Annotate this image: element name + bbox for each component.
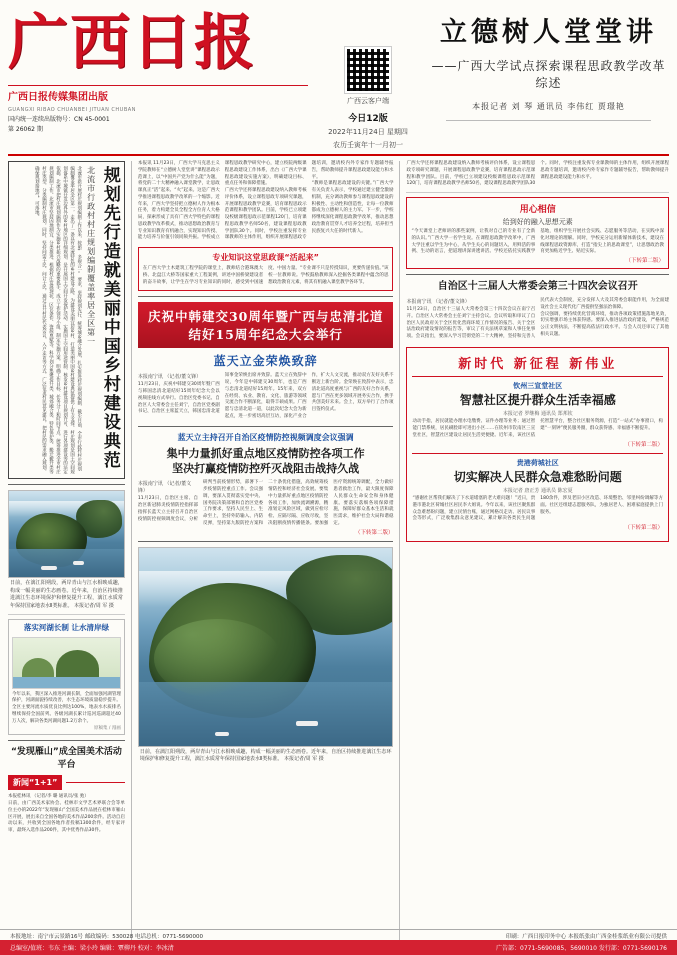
epidemic-body: 11月23日，自治区主席、自治区新冠肺炎疫情防控指挥部指挥长蓝天立主持召开自治区疫情防控视频调度会议，分析研判当前疫情形势，部署下一步疫情防控重点工作。会议强调，要深入贯彻落实党中央、国务院决策部署和自治区党委工作要求，坚持人民至上、生命至上，坚持外防输入、内防反弹，坚持第九版防控方案和二十条优化措施，高效统筹疫情防控和经济社会发展。要集中力量抓好重点地区疫情防控各项工作，加快流调溯源，精准划定风险区域，做到应检尽检、应隔尽隔、应收尽收，坚决阻断疫情传播链条。要加强医疗资源统筹调配，全力做好患者救治工作，最大限度保障人民群众生命安全和身体健康。要落实落细各项保障措施，保障好群众基本生活和就医需求，维护社会大局和谐稳定。 [137, 480, 394, 526]
sidebar-illustration [12, 637, 121, 689]
new-era-item-1-continued: （下转第二版） [624, 441, 663, 448]
sidebar-body: 今年以来，我区深入推进河湖长制，全面加强河湖管理保护，河湖面貌持续改善，水生态环境质量稳步提升。全区主要河流水质优良比例达100%，地表水水质排名继续保持全国前列。各级河湖长累计巡河巡湖超过40万人次，解决各类河湖问题1.2万余个。 [12, 691, 121, 724]
new-era-item-1 [412, 381, 663, 448]
npc-body-columns [406, 298, 669, 341]
vertical-article-body: 北流市新开展村庄规划编制工作以来，按照“多规合一”要求，坚持规划先行，统筹城乡融合发展，扎实推进村庄规划编制，截至目前，全市行政村村庄规划编制覆盖率居全区第一，走出了一条具有北流特色的乡村建设之路。为建设美丽宜居乡村、打造美丽中国乡村建设典范提供了有力支撑。村庄规划是国土空间规划体系中城镇开发边界外的乡村地区的详细规划，是开展国土空间开发保护活动、实施国土空间用途管制、核发乡村建设项目规划许可、进行各项建设等的法定依据。北流市把村庄规划编制作为实施乡村振兴战略的重要抓手，成立工作领导小组，制定实施方案，明确工作目标、任务分工和时间节点，统筹推进全市村庄规划编制工作。北流市坚持因地制宜、分类推进，根据村庄发展现状、区位条件、资源禀赋等，科学划分集聚提升类、城郊融合类、特色保护类、搬迁撤并类等村庄类型，分类编制村庄规划。同时，坚持问需于民、问计于民，通过召开村民代表会议、入户走访等方式，广泛征求村民意见建议，把村民的需求融入规划，确保规划接地气、可落地。 [34, 166, 82, 474]
left-article-2-body: 日前，由广西美术家协会、桂林市文学艺术界联合会等单位主办的2022年“发现雁山”全国美术作品展在桂林市雁山区开展，展出来自全国各地的美术作品200余件。活动自启动以来，共收到全国各地作者投稿1300余件，经专家评审，最终入选作品200件，其中优秀作品30件。 [8, 801, 125, 834]
highlight-box [138, 247, 394, 291]
column-middle [131, 161, 394, 951]
new-era-item-2 [412, 458, 663, 532]
footer-print: 印刷：广西日报印务中心 本报纸张由广西金桂浆纸业有限公司提供 [505, 934, 667, 940]
issue-number: 第 26062 期 [8, 125, 43, 133]
highlight-box-body: 在广西大学土木建筑工程学院的课堂上，教师结合港珠澳大桥、北盘江大桥等国家重大工程案例，讲述中国桥梁建设者的奋斗故事，让学生在学习专业知识的同时，感受到中国速度、中国力量。“专业课不只是传授知识，更要传递价值。”该校一位教师说。学校鼓励教师深入挖掘各类课程中蕴含的思想政治教育元素，将其有机融入课堂教学各环节。 [142, 266, 389, 285]
column-left [8, 161, 125, 951]
new-era-item-2-kicker: 贵港荷城社区 [516, 458, 559, 467]
lead-subheadline: ——广西大学试点探索课程思政教学改革综述 [431, 59, 666, 90]
heart-sidebar [406, 197, 669, 269]
lead-byline: 本报记者 刘 琴 通讯员 李伟红 贾璟艳 [472, 102, 625, 111]
lead-article-body-3: “教师是课程思政建设的关键。”广西大学有关负责人表示，学校通过建立健全激励机制，充分调动教师参与课程思政建设的积极性、主动性和创造性，让每一位教师都成为立德树人的主力军。下一步，学校将继续深化课程思政教学改革，推动思想政治教育贯穿人才培养全过程，培养担当民族复兴大任的时代新人。 [311, 181, 394, 234]
epidemic-headline-2: 坚决打赢疫情防控歼灭战阻击战持久战 [172, 461, 360, 475]
lead-article-columns [138, 161, 394, 242]
sidebar-signature: 原稿集 / 漫画 [94, 726, 121, 732]
heart-sidebar-subtitle: 给到好的融入思想元素 [502, 218, 573, 226]
lead-continuation-body: 广西大学还将课程思政建设纳入教师考核评价体系，设立课程思政专项研究课题，开展课程思政教学竞赛，培育课程思政示范课程和教学团队。目前，学校已立项建设校级课程思政示范课程120门，培育课程思政教学名师50名，建设课程思政教学团队30个。同时，学校注重发挥专业课教师的主体作用，组织开展课程思政专题培训，邀请校内外专家作专题辅导报告，帮助教师提升课程思政建设能力和水平。 [406, 161, 669, 187]
photo-lijiang-autumn [8, 490, 125, 578]
vertical-headline: 规划先行造就美丽中国乡村建设典范 [99, 166, 120, 470]
new-era-item-2-body: “感谢社区帮我们解决了下水道堵塞的老大难问题！”近日，贵港市港北区荷城社区居民李大姐说。今年以来，该社区聚焦群众急难愁盼问题，建立民情台账，通过网格员走访、居民议事会等形式，广泛收集群众意见建议，累计解决各类民生问题180余件，涉及老旧小区改造、环境整治、邻里纠纷调解等方面。社区还组建志愿服务队，为独居老人、困难家庭提供上门服务。 [412, 496, 663, 522]
highlight-box-title: 专业知识这堂思政课“活起来” [212, 253, 319, 262]
masthead-brand [8, 6, 308, 150]
masthead [8, 6, 669, 156]
new-era-title: 新时代 新征程 新伟业 [412, 353, 663, 377]
new-era-item-2-continued: （下转第二版） [624, 525, 663, 532]
footer-contact: 广告部：0771-5690085、5690010 发行部：0771-5690176 [496, 945, 667, 952]
heart-sidebar-title: 用心相信 [519, 205, 556, 215]
left-sidebar-illustration-block [8, 619, 125, 735]
issn-line: 国内统一连续出版物号：CN 45-0001 [8, 115, 110, 123]
qr-label: 广西云客户端 [347, 96, 389, 105]
epidemic-byline: 本报南宁讯 （记者/董文锋） [137, 481, 192, 495]
column-right [399, 161, 669, 951]
masthead-publisher-block [8, 85, 308, 135]
left-article-2 [8, 746, 125, 835]
heart-sidebar-body: “今天课堂上老师讲的那些案例，让我对自己的专业有了全新的认识。”广西大学一名学生说。在课程思政教学改革中，广西大学注重以学生为中心，从学生关心的问题切入，用鲜活的事例、生动的语言，把道理讲深讲透讲活。学校还依托实践教学基地，组织学生开展社会实践、志愿服务等活动，在实践中深化对理论的理解。同时，学校充分运用新媒体新技术，建设在线课程思政资源库，打造“指尖上的思政课堂”，让思想政治教育更加贴近学生、贴近实际。 [411, 229, 664, 255]
china-korea-banner-headline: 庆祝中韩建交30周年暨广西与忠清北道结好15周年纪念大会举行 [138, 302, 394, 348]
china-korea-subheadline: 蓝天立金荣焕致辞 [213, 354, 318, 369]
newspaper-title: 广西日报 [8, 8, 256, 78]
epidemic-kicker: 蓝天立主持召开自治区疫情防控视频调度会议强调 [177, 432, 354, 442]
news-1plus1-tag: 新闻“1+1” [8, 775, 62, 790]
npc-byline: 本报南宁讯 （记者/董文锋） [406, 299, 470, 305]
publisher-name: 广西日报传媒集团出版 [8, 92, 108, 103]
masthead-qr-block [308, 6, 428, 150]
sidebar-title: 落实河湖长制 让水清岸绿 [23, 623, 109, 632]
lead-headline: 立德树人堂堂讲 [440, 17, 657, 48]
photo-river-caption: 日前，在漓江阳朔段，两岸青山与江水相映成趣，构成一幅美丽的生态画卷。近年来，自治区持续推进漓江生态环境保护和修复提升工程，漓江水质常年保持国家地表水Ⅱ类标准。 本报记者/周 军 摄 [139, 748, 392, 763]
new-era-item-1-byline: 本报记者 罗继梅 通讯员 郑邦钦 [502, 411, 573, 418]
epidemic-body-columns [138, 480, 394, 527]
masthead-lead-headline-block [428, 6, 669, 150]
footer-editors: 总编室/值班：韦东 主编：梁小玲 编辑：覃柳丹 校对：李冰清 [10, 945, 174, 952]
epidemic-headline-1: 集中力量抓好重点地区疫情防控各项工作 [166, 446, 365, 460]
vertical-subheadline: 北流市行政村村庄规划编制覆盖率居全区第一 [86, 166, 96, 346]
main-content [8, 161, 669, 951]
npc-body-2: 会议强调，要持续优化营商环境，推动各项政策措施落地见效，切实增强市场主体获得感。要深入推进法治政府建设，严格规范公正文明执法，不断提高依法行政水平。与会人员还审议了其他相关议题。 [540, 311, 669, 337]
npc-headline: 自治区十三届人大常委会第三十四次会议召开 [437, 281, 638, 292]
qr-code-icon[interactable] [345, 47, 391, 93]
news-1plus1-block [8, 775, 125, 790]
new-era-item-1-headline: 智慧社区提升群众生活幸福感 [459, 392, 616, 407]
lead-article-body-2: 广西大学还将课程思政建设纳入教师考核评价体系，设立课程思政专项研究课题，开展课程思政教学竞赛，培育课程思政示范课程和教学团队。目前，学校已立项建设校级课程思政示范课程120门，培育课程思政教学名师50名，建设课程思政教学团队30个。同时，学校注重发挥专业课教师的主体作用，组织开展课程思政专题培训，邀请校内外专家作专题辅导报告，帮助教师提升课程思政建设能力和水平。 [224, 161, 394, 241]
left-article-2-byline: 本报桂林讯 （记者/李 璐 通讯员/张 弛） [8, 794, 89, 800]
new-era-feature-box [406, 347, 669, 542]
new-era-item-2-headline: 切实解决人民群众急难愁盼问题 [453, 469, 622, 484]
lead-article-body: 本报讯 11月23日，广西大学马克思主义学院教师在“立德树人堂堂讲”课程思政示范课上，以“中国共产党为什么能”为题，将党的二十大精神融入课堂教学，让思政课真正“活”起来、“火”起来。这是广西大学推进课程思政教学改革的一个缩影。近年来，广西大学坚持把立德树人作为根本任务，着力构建全员全程全方位育人大格局，探索形成了具有广西大学特色的课程思政教学改革模式，推动思想政治教育与专业知识教育有机融合，实现知识传授、能力培养与价值引领同频共振。学校成立课程思政教学研究中心，建立校院两级课程思政建设工作体系，出台《广西大学课程思政建设实施方案》，明确建设目标、重点任务和保障措施。 [137, 161, 307, 241]
china-korea-byline: 本报南宁讯 （记者/董文锋） [137, 374, 202, 381]
china-korea-body: 11月23日，庆祝中韩建交30周年暨广西与韩国忠清北道结好15周年纪念大会以视频连线方式举行。自治区党委书记、自治区人大常委会主任刘宁，自治区党委副书记、自治区主席蓝天立，韩国忠清北道知事金荣焕出席并致辞。蓝天立在致辞中说，今年是中韩建交30周年，也是广西与忠清北道结好15周年。15年来，双方在经贸、农业、教育、文化、旅游等领域交流合作不断深化，取得丰硕成果。广西愿与忠清北道一道，以此次纪念大会为新起点，进一步密切高层互访，深化产业合作，扩大人文交流，推动双方友好关系不断迈上新台阶。金荣焕在致辞中表示，忠清北道高度重视与广西的友好合作关系，愿与广西在更多领域开展务实合作，携手共创美好未来。会上，双方举行了合作项目签约仪式。 [137, 373, 394, 419]
publisher-pinyin: GUANGXI RIBAO CHUANBEI JITUAN CHUBAN [8, 107, 136, 113]
lunar-date: 农历壬寅年十一月初一 [333, 140, 403, 149]
footer-address: 本报地址：南宁市云景路16号 邮政编码：530028 电话总机：0771-5690000 [10, 934, 203, 940]
heart-sidebar-continued: （下转第二版） [625, 258, 664, 264]
left-article-2-headline: “发现雁山”成全国美术活动平台 [11, 747, 122, 770]
epidemic-continued-note: （下转第二版） [354, 529, 394, 536]
today-pages: 今日12版 [348, 113, 388, 124]
photo-caption: 日前，在漓江阳朔段，两岸青山与江水相映成趣，构成一幅美丽的生态画卷。近年来，自治区持续推进漓江生态环境保护和修复提升工程，漓江水质常年保持国家地表水Ⅱ类标准。 本报记者/周 军 摄 [10, 580, 123, 609]
issue-date: 2022年11月24日 星期四 [328, 127, 408, 136]
footer-primary [0, 940, 677, 955]
china-korea-body-columns [138, 373, 394, 420]
left-sidebar-photo-block [8, 490, 125, 610]
new-era-item-1-kicker: 钦州三宣堂社区 [513, 381, 563, 390]
photo-river-landscape [138, 547, 394, 747]
new-era-item-1-body: 动动手指，居民就能办理水电缴费、证件办理等业务；通过智能门禁系统，居民刷脸即可进出小区……在钦州市钦南区三宣堂社区，智慧社区建设让居民生活更便捷。近年来，该社区依托智慧平台，整合社区服务资源，打造“一站式”办事窗口，构建“一刻钟”便民服务圈，群众获得感、幸福感不断提升。 [412, 419, 663, 438]
vertical-feature-article [8, 161, 125, 479]
lead-continuation-columns [406, 161, 669, 188]
new-era-item-2-byline: 本报记者 唐正芳 通讯员 陈宏夏 [502, 488, 573, 495]
npc-body: 11月23日，自治区十三届人大常委会第三十四次会议在南宁召开。自治区人大常委会主任刘宁主持会议。会议听取和审议了自治区人民政府关于全区优化营商环境工作情况的报告、关于全区法治政府建设情况的报告等，审议了有关法规草案和人事任免事项。会议指出，要深入学习贯彻党的二十大精神，坚持和完善人民代表大会制度，充分发挥人大及其常委会职能作用，为全面建设社会主义现代化广西提供坚强法治保障。 [406, 298, 669, 339]
